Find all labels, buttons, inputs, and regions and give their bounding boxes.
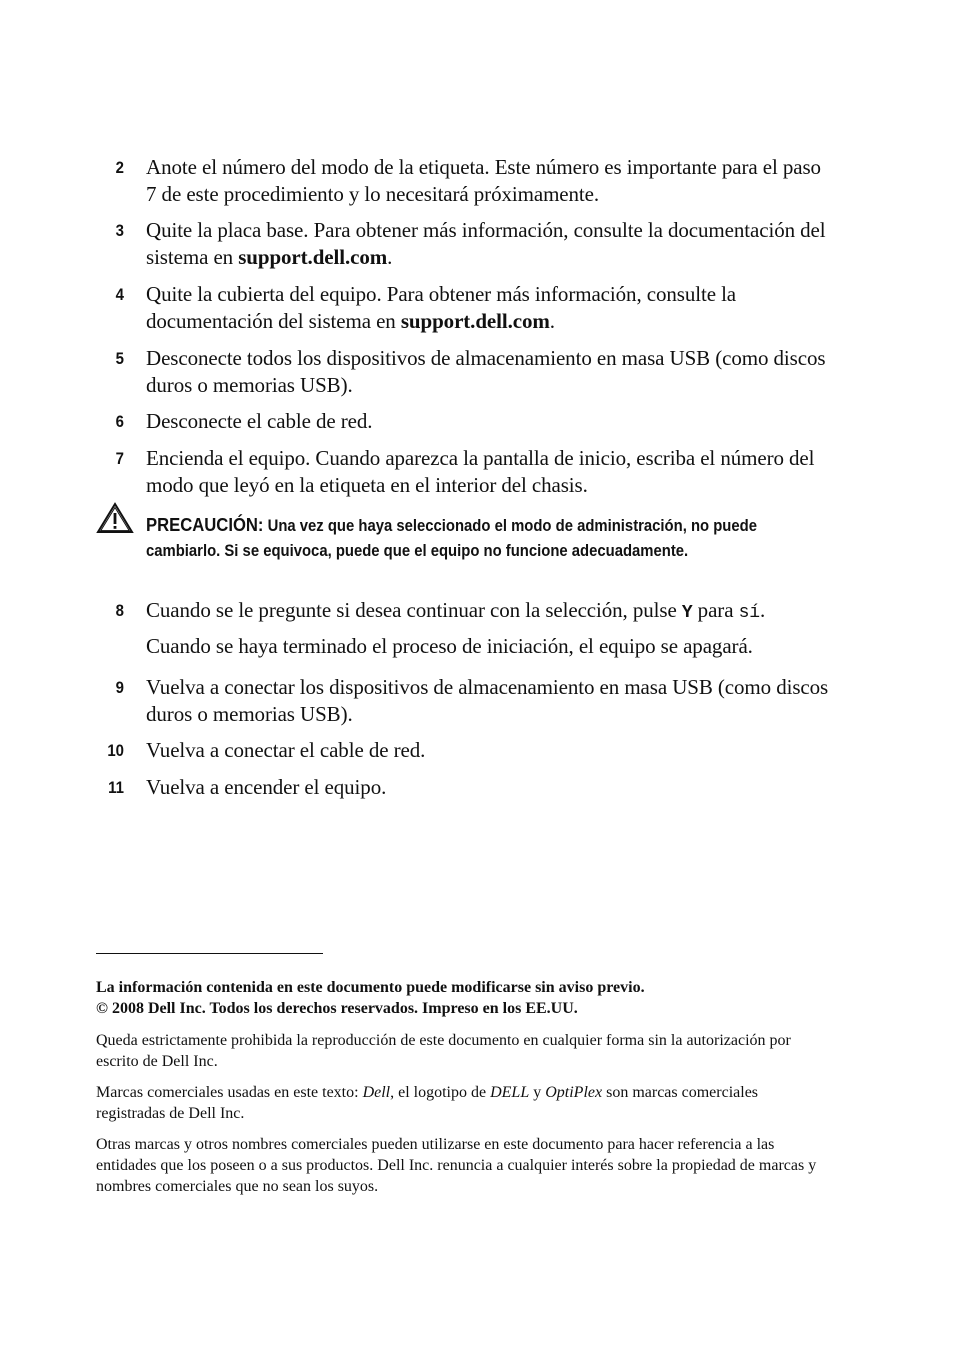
warning-triangle-icon <box>96 502 134 534</box>
other-trademarks-notice: Otras marcas y otros nombres comerciales pueden utilizarse en este documento para hacer referencia a las entidades que los poseen o a sus productos. Dell Inc. renuncia a cualquier interés sobre la propiedad de marcas y nombres comerciales que no sean los suyos. <box>96 1136 817 1195</box>
trademark-dell: Dell <box>362 1084 391 1101</box>
caution-label: PRECAUCIÓN: <box>146 514 264 535</box>
trademark-text: y <box>529 1084 546 1101</box>
trademark-dell-logo: DELL <box>490 1084 530 1101</box>
step-text: Encienda el equipo. Cuando aparezca la pantalla de inicio, escriba el número del modo que leyó en la etiqueta en el interior del chasis. <box>146 446 815 497</box>
code-si: sí <box>738 603 760 623</box>
trademark-notice <box>96 1082 831 1124</box>
step-text: Vuelva a conectar el cable de red. <box>146 738 426 762</box>
caution-text <box>146 512 794 564</box>
footnote-divider <box>96 953 323 954</box>
step-text <box>146 217 836 271</box>
caution-message: Una vez que haya seleccionado el modo de administración, no puede cambiarlo. Si se equivoca, puede que el equipo no funcione adecuadamente. <box>146 517 757 560</box>
step-text-part: . <box>759 598 766 622</box>
support-link[interactable]: support.dell.com <box>400 309 550 333</box>
trademark-text: Marcas comerciales usadas en este texto: <box>96 1084 363 1101</box>
step-text: Vuelva a conectar los dispositivos de almacenamiento en masa USB (como discos duros o memorias USB). <box>146 675 829 726</box>
step-text <box>146 597 836 627</box>
step-text-part: Quite la cubierta del equipo. Para obtener más información, consulte la documentación del sistema en <box>146 282 737 333</box>
step-number: 11 <box>108 778 124 797</box>
legal-notice <box>96 977 836 1019</box>
step-text-part: Quite la placa base. Para obtener más información, consulte la documentación del sistema en <box>146 218 826 269</box>
support-link[interactable]: support.dell.com <box>238 245 388 269</box>
trademark-optiplex: OptiPlex <box>545 1084 603 1101</box>
step-number: 5 <box>115 349 124 368</box>
trademark-text: son marcas comerciales registradas de Dell Inc. <box>96 1084 759 1122</box>
step-number: 7 <box>115 449 124 468</box>
reproduction-notice: Queda estrictamente prohibida la reproducción de este documento en cualquier forma sin la autorización por escrito de Dell Inc. <box>96 1032 791 1070</box>
step-number: 9 <box>115 678 124 697</box>
step-number: 2 <box>115 158 124 177</box>
step-text: Desconecte todos los dispositivos de almacenamiento en masa USB (como discos duros o memorias USB). <box>146 346 826 397</box>
step-text-part: para <box>692 598 739 622</box>
step-text: Vuelva a encender el equipo. <box>146 775 387 799</box>
step-text-part: Cuando se le pregunte si desea continuar con la selección, pulse <box>146 598 682 622</box>
step-text-part: . <box>549 309 555 333</box>
step-number: 3 <box>115 221 124 240</box>
step-text-part: . <box>387 245 393 269</box>
step-text <box>146 281 836 335</box>
step-followup-text: Cuando se haya terminado el proceso de iniciación, el equipo se apagará. <box>146 634 753 658</box>
step-number: 8 <box>115 601 124 620</box>
step-text: Anote el número del modo de la etiqueta. Este número es importante para el paso 7 de este procedimiento y lo necesitará próximamente. <box>146 155 821 206</box>
notice-line-2: © 2008 Dell Inc. Todos los derechos reservados. Impreso en los EE.UU. <box>96 1000 578 1017</box>
trademark-text: , el logotipo de <box>390 1084 491 1101</box>
step-number: 4 <box>115 285 124 304</box>
notice-line-1: La información contenida en este documento puede modificarse sin aviso previo. <box>96 979 645 996</box>
step-text: Desconecte el cable de red. <box>146 409 373 433</box>
step-number: 6 <box>115 412 124 431</box>
step-number: 10 <box>107 741 124 760</box>
key-y: Y <box>681 603 693 623</box>
